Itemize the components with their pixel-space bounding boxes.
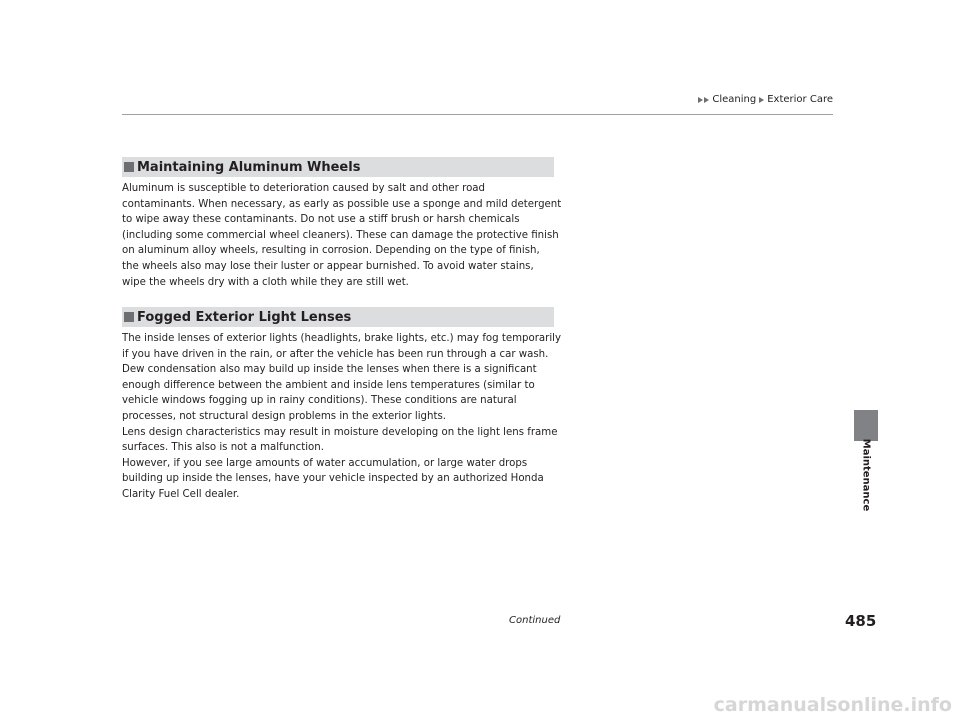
body-line: building up inside the lenses, have your vehicle inspected by an authorized Honda xyxy=(122,473,544,485)
body-line: wipe the wheels dry with a cloth while they are still wet. xyxy=(122,276,409,288)
square-bullet-icon xyxy=(124,162,134,172)
body-line: Lens design characteristics may result in moisture developing on the light lens frame xyxy=(122,426,558,438)
watermark: carmanualsonline.info xyxy=(713,694,952,716)
body-line: processes, not structural design problems in the exterior lights. xyxy=(122,410,447,422)
body-line: if you have driven in the rain, or after the vehicle has been run through a car wash. xyxy=(122,348,549,360)
page-number: 485 xyxy=(845,612,877,630)
header-rule xyxy=(122,114,833,115)
body-line: the wheels also may lose their luster or appear burnished. To avoid water stains, xyxy=(122,260,534,272)
body-line: The inside lenses of exterior lights (headlights, brake lights, etc.) may fog temporarily xyxy=(122,333,562,344)
breadcrumb xyxy=(698,94,833,105)
section-heading-text: Maintaining Aluminum Wheels xyxy=(137,159,361,175)
section-body-aluminum-wheels xyxy=(122,181,562,290)
body-line: surfaces. This also is not a malfunction. xyxy=(122,442,324,454)
breadcrumb-item-exterior-care[interactable]: Exterior Care xyxy=(767,94,833,105)
chapter-tab-label: Maintenance xyxy=(860,438,872,512)
section-heading-aluminum-wheels xyxy=(122,157,554,177)
body-line: vehicle windows fogging up in rainy conditions). These conditions are natural xyxy=(122,395,517,407)
continued-note: Continued xyxy=(509,615,561,626)
arrow-icon xyxy=(704,97,709,103)
body-line: enough difference between the ambient and inside lens temperatures (similar to xyxy=(122,379,535,391)
arrow-icon xyxy=(698,97,703,103)
body-line: contaminants. When necessary, as early as possible use a sponge and mild detergent xyxy=(122,198,562,210)
body-line: to wipe away these contaminants. Do not use a stiff brush or harsh chemicals xyxy=(122,214,520,226)
section-body-fogged-lenses xyxy=(122,331,562,503)
body-line: Dew condensation also may build up inside the lenses when there is a significant xyxy=(122,364,537,376)
section-heading-fogged-lenses xyxy=(122,307,554,327)
arrow-icon xyxy=(759,97,764,103)
body-line: Clarity Fuel Cell dealer. xyxy=(122,488,240,500)
breadcrumb-item-cleaning[interactable]: Cleaning xyxy=(712,94,757,105)
body-line: Aluminum is susceptible to deterioration caused by salt and other road xyxy=(122,183,486,194)
square-bullet-icon xyxy=(124,312,134,322)
chapter-tab[interactable] xyxy=(854,410,878,441)
body-line: However, if you see large amounts of water accumulation, or large water drops xyxy=(122,457,528,469)
section-heading-text: Fogged Exterior Light Lenses xyxy=(137,309,352,325)
body-line: on aluminum alloy wheels, resulting in corrosion. Depending on the type of finish, xyxy=(122,245,540,257)
body-line: (including some commercial wheel cleaners). These can damage the protective finish xyxy=(122,229,559,241)
